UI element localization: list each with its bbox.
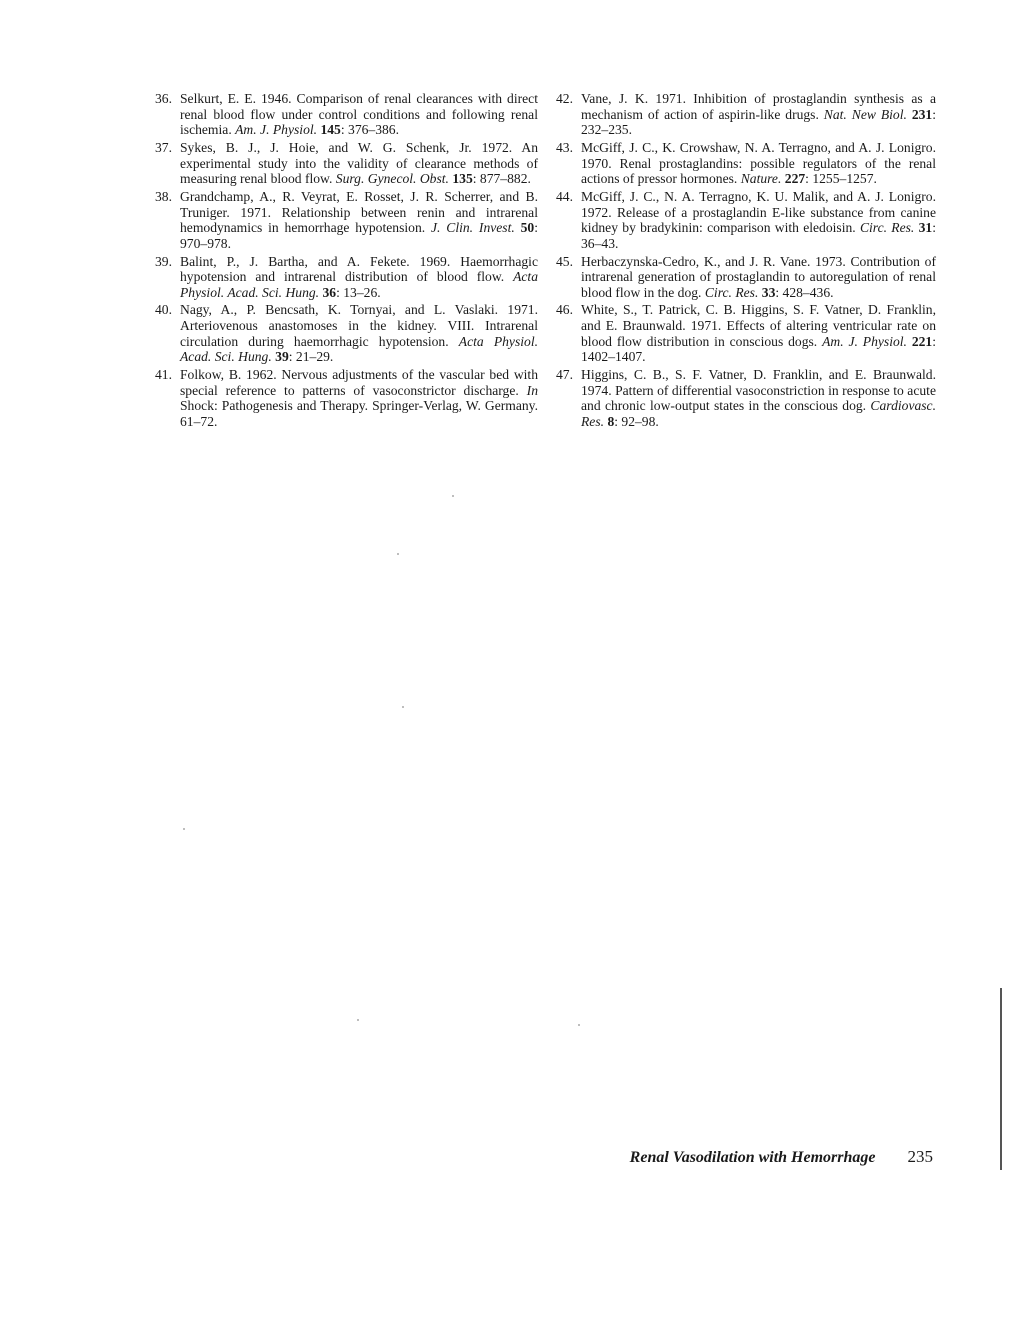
journal-title: J. Clin. Invest. [431,220,515,236]
volume-number: 227 [784,171,806,187]
reference-number: 43. [556,139,573,155]
reference-entry [556,254,936,301]
reference-segment: : 21–29. [288,349,334,365]
journal-title: In [526,382,538,398]
reference-number: 37. [155,139,172,155]
reference-segment: : 877–882. [472,171,531,187]
reference-entry [556,367,936,429]
reference-number: 41. [155,367,172,383]
reference-text [581,91,936,137]
volume-number: 231 [911,106,933,122]
journal-title: Surg. Gynecol. Obst. [335,171,449,187]
reference-segment: : 1402–1407. [581,333,936,365]
volume-number: 135 [452,171,473,187]
reference-number: 46. [556,302,573,318]
reference-segment: : 232–235. [581,106,936,138]
volume-number: 145 [320,122,341,138]
volume-number: 31 [918,220,933,236]
journal-title: Circ. Res. [859,220,915,236]
journal-title: Circ. Res. [704,284,759,300]
reference-number: 47. [556,367,573,383]
volume-number: 36 [322,284,337,300]
reference-text [581,254,936,300]
reference-text [180,367,538,429]
reference-text [180,91,538,137]
reference-segment: McGiff, J. C., N. A. Terragno, K. U. Malik, and A. J. Lonigro. 1972. Release of a prostaglandin E-like substance from canine kidney by bradykinin: comparison with eledoisin. [581,188,936,236]
reference-list-right [556,91,936,432]
reference-number: 38. [155,188,172,204]
reference-segment: Shock: Pathogenesis and Therapy. Springer-Verlag, W. Germany. 61–72. [180,398,538,429]
scan-speck [357,1019,359,1021]
reference-segment: Higgins, C. B., S. F. Vatner, D. Franklin, and E. Braunwald. 1974. Pattern of differential vasoconstriction in response to acute and chronic low-output states in the conscious dog. [581,367,936,414]
reference-entry [556,189,936,251]
scan-speck [402,706,404,708]
reference-segment: Selkurt, E. E. 1946. Comparison of renal clearances with direct renal blood flow under control conditions and following renal ischemia. [180,91,538,138]
scan-edge-line [1000,988,1002,1170]
page-footer [630,1147,933,1167]
reference-segment: McGiff, J. C., K. Crowshaw, N. A. Terragno, and A. J. Lonigro. 1970. Renal prostaglandins: possible regulators of the renal actions of pressor hormones. [581,139,936,187]
reference-entry [556,91,936,138]
reference-number: 39. [155,253,172,269]
reference-entry [155,91,538,138]
journal-title: Cardiovasc. Res. [581,398,936,429]
reference-segment: : 376–386. [340,122,399,138]
reference-entry [556,302,936,364]
scan-speck [452,495,454,497]
reference-text [180,254,538,300]
reference-segment: Sykes, B. J., J. Hoie, and W. G. Schenk, Jr. 1972. An experimental study into the validity of clearance methods of measuring renal blood flow. [180,139,538,187]
volume-number: 33 [761,284,776,300]
journal-title: Am. J. Physiol. [235,122,318,138]
reference-entry [556,140,936,187]
reference-entry [155,367,538,429]
volume-number: 8 [607,413,615,429]
volume-number: 39 [275,349,289,365]
reference-segment: Vane, J. K. 1971. Inhibition of prostaglandin synthesis as a mechanism of action of aspirin-like drugs. [581,91,936,122]
journal-title: Acta Physiol. Acad. Sci. Hung. [180,269,538,300]
reference-text [581,302,936,364]
reference-segment: : 1255–1257. [805,171,877,187]
reference-entry [155,302,538,364]
reference-text [180,189,538,251]
journal-title: Nature. [740,171,782,187]
reference-number: 45. [556,253,573,269]
scan-speck [578,1024,580,1026]
reference-entry [155,254,538,301]
reference-number: 36. [155,91,172,106]
page-number: 235 [907,1147,933,1166]
reference-segment: White, S., T. Patrick, C. B. Higgins, S. F. Vatner, D. Franklin, and E. Braunwald. 1971. Effects of altering ventricular rate on blood flow distribution in conscious dogs. [581,302,936,349]
scan-speck [183,828,185,830]
reference-segment: : 428–436. [775,284,834,300]
reference-segment: : 92–98. [614,413,659,429]
journal-title: Nat. New Biol. [823,106,907,122]
reference-segment: Folkow, B. 1962. Nervous adjustments of the vascular bed with special reference to patterns of vasoconstrictor discharge. [180,367,538,398]
reference-segment: : 36–43. [581,220,936,251]
scan-speck [397,553,399,555]
reference-text [581,367,936,429]
reference-segment: Herbaczynska-Cedro, K., and J. R. Vane. 1973. Contribution of intrarenal generation of prostaglandin to autoregulation of renal blood flow in the dog. [581,253,936,300]
reference-entry [155,140,538,187]
reference-number: 42. [556,91,573,106]
running-title: Renal Vasodilation with Hemorrhage [629,1149,876,1166]
reference-text [581,140,936,186]
reference-segment: : 970–978. [180,220,538,251]
reference-entry [155,189,538,251]
volume-number: 221 [911,333,933,349]
journal-title: Acta Physiol. Acad. Sci. Hung. [180,333,538,365]
reference-segment: : 13–26. [336,284,381,300]
volume-number: 50 [520,220,535,236]
journal-title: Am. J. Physiol. [822,333,907,349]
reference-segment: Nagy, A., P. Bencsath, K. Tornyai, and L. Vaslaki. 1971. Arteriovenous anastomoses in the kidney. VIII. Intrarenal circulation during haemorrhagic hypotension. [180,302,538,349]
reference-list-left [155,91,538,432]
reference-number: 40. [155,302,172,318]
reference-segment: Balint, P., J. Bartha, and A. Fekete. 1969. Haemorrhagic hypotension and intrarenal distribution of blood flow. [180,253,538,285]
reference-segment: Grandchamp, A., R. Veyrat, E. Rosset, J. R. Scherrer, and B. Truniger. 1971. Relationship between renin and intrarenal hemodynamics in hemorrhage hypotension. [180,188,538,236]
reference-text [581,189,936,251]
reference-text [180,140,538,186]
reference-number: 44. [556,188,573,204]
reference-text [180,302,538,364]
